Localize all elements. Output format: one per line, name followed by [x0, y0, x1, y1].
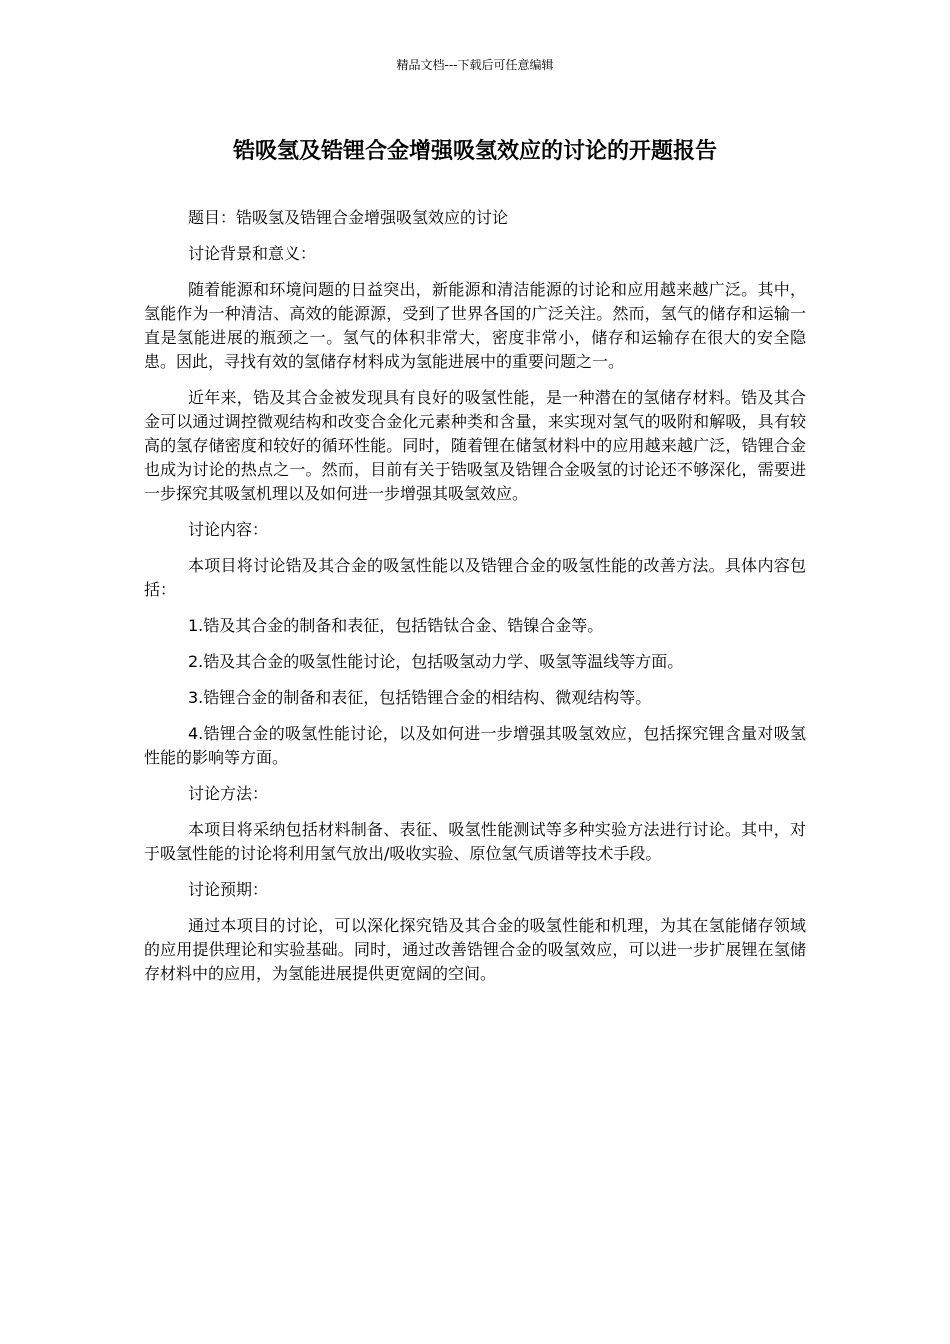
section-heading-method: 讨论方法： — [188, 784, 269, 803]
method-paragraph: 本项目将采纳包括材料制备、表征、吸氢性能测试等多种实验方法进行讨论。其中，对于吸氢性能的讨论将利用氢气放出/吸收实验、原位氢气质谱等技术手段。 — [144, 820, 806, 863]
topic-line: 题目：锆吸氢及锆锂合金增强吸氢效应的讨论 — [188, 208, 509, 227]
content-list-item-3: 3.锆锂合金的制备和表征，包括锆锂合金的相结构、微观结构等。 — [188, 688, 652, 707]
document-title: 锆吸氢及锆锂合金增强吸氢效应的讨论的开题报告 — [232, 139, 717, 164]
content-list-item-4: 4.锆锂合金的吸氢性能讨论，以及如何进一步增强其吸氢效应，包括探究锂含量对吸氢性能的影响等方面。 — [144, 724, 806, 767]
content-list-item-1: 1.锆及其合金的制备和表征，包括锆钛合金、锆镍合金等。 — [188, 616, 604, 635]
background-paragraph-2: 近年来，锆及其合金被发现具有良好的吸氢性能，是一种潜在的氢储存材料。锆及其合金可以通过调控微观结构和改变合金化元素种类和含量，来实现对氢气的吸附和解吸，具有较高的氢存储密度和较好的循环性能。同时，随着锂在储氢材料中的应用越来越广泛，锆锂合金也成为讨论的热点之一。然而，目前有关于锆吸氢及锆锂合金吸氢的讨论还不够深化，需要进一步探究其吸氢机理以及如何进一步增强其吸氢效应。 — [144, 388, 806, 503]
expectation-paragraph: 通过本项目的讨论，可以深化探究锆及其合金的吸氢性能和机理，为其在氢能储存领域的应用提供理论和实验基础。同时，通过改善锆锂合金的吸氢效应，可以进一步扩展锂在氢储存材料中的应用，为氢能进展提供更宽阔的空间。 — [144, 916, 806, 983]
header-note: 精品文档---下载后可任意编辑 — [396, 58, 554, 72]
content-intro-paragraph: 本项目将讨论锆及其合金的吸氢性能以及锆锂合金的吸氢性能的改善方法。具体内容包括： — [144, 556, 806, 599]
section-heading-background: 讨论背景和意义： — [188, 244, 317, 263]
content-list-item-2: 2.锆及其合金的吸氢性能讨论，包括吸氢动力学、吸氢等温线等方面。 — [188, 652, 684, 671]
section-heading-expectation: 讨论预期： — [188, 880, 269, 899]
background-paragraph-1: 随着能源和环境问题的日益突出，新能源和清洁能源的讨论和应用越来越广泛。其中，氢能作为一种清洁、高效的能源源，受到了世界各国的广泛关注。然而，氢气的储存和运输一直是氢能进展的瓶颈之一。氢气的体积非常大，密度非常小，储存和运输存在很大的安全隐患。因此，寻找有效的氢储存材料成为氢能进展中的重要问题之一。 — [144, 280, 806, 371]
section-heading-content: 讨论内容： — [188, 520, 269, 539]
document-body — [144, 206, 806, 998]
